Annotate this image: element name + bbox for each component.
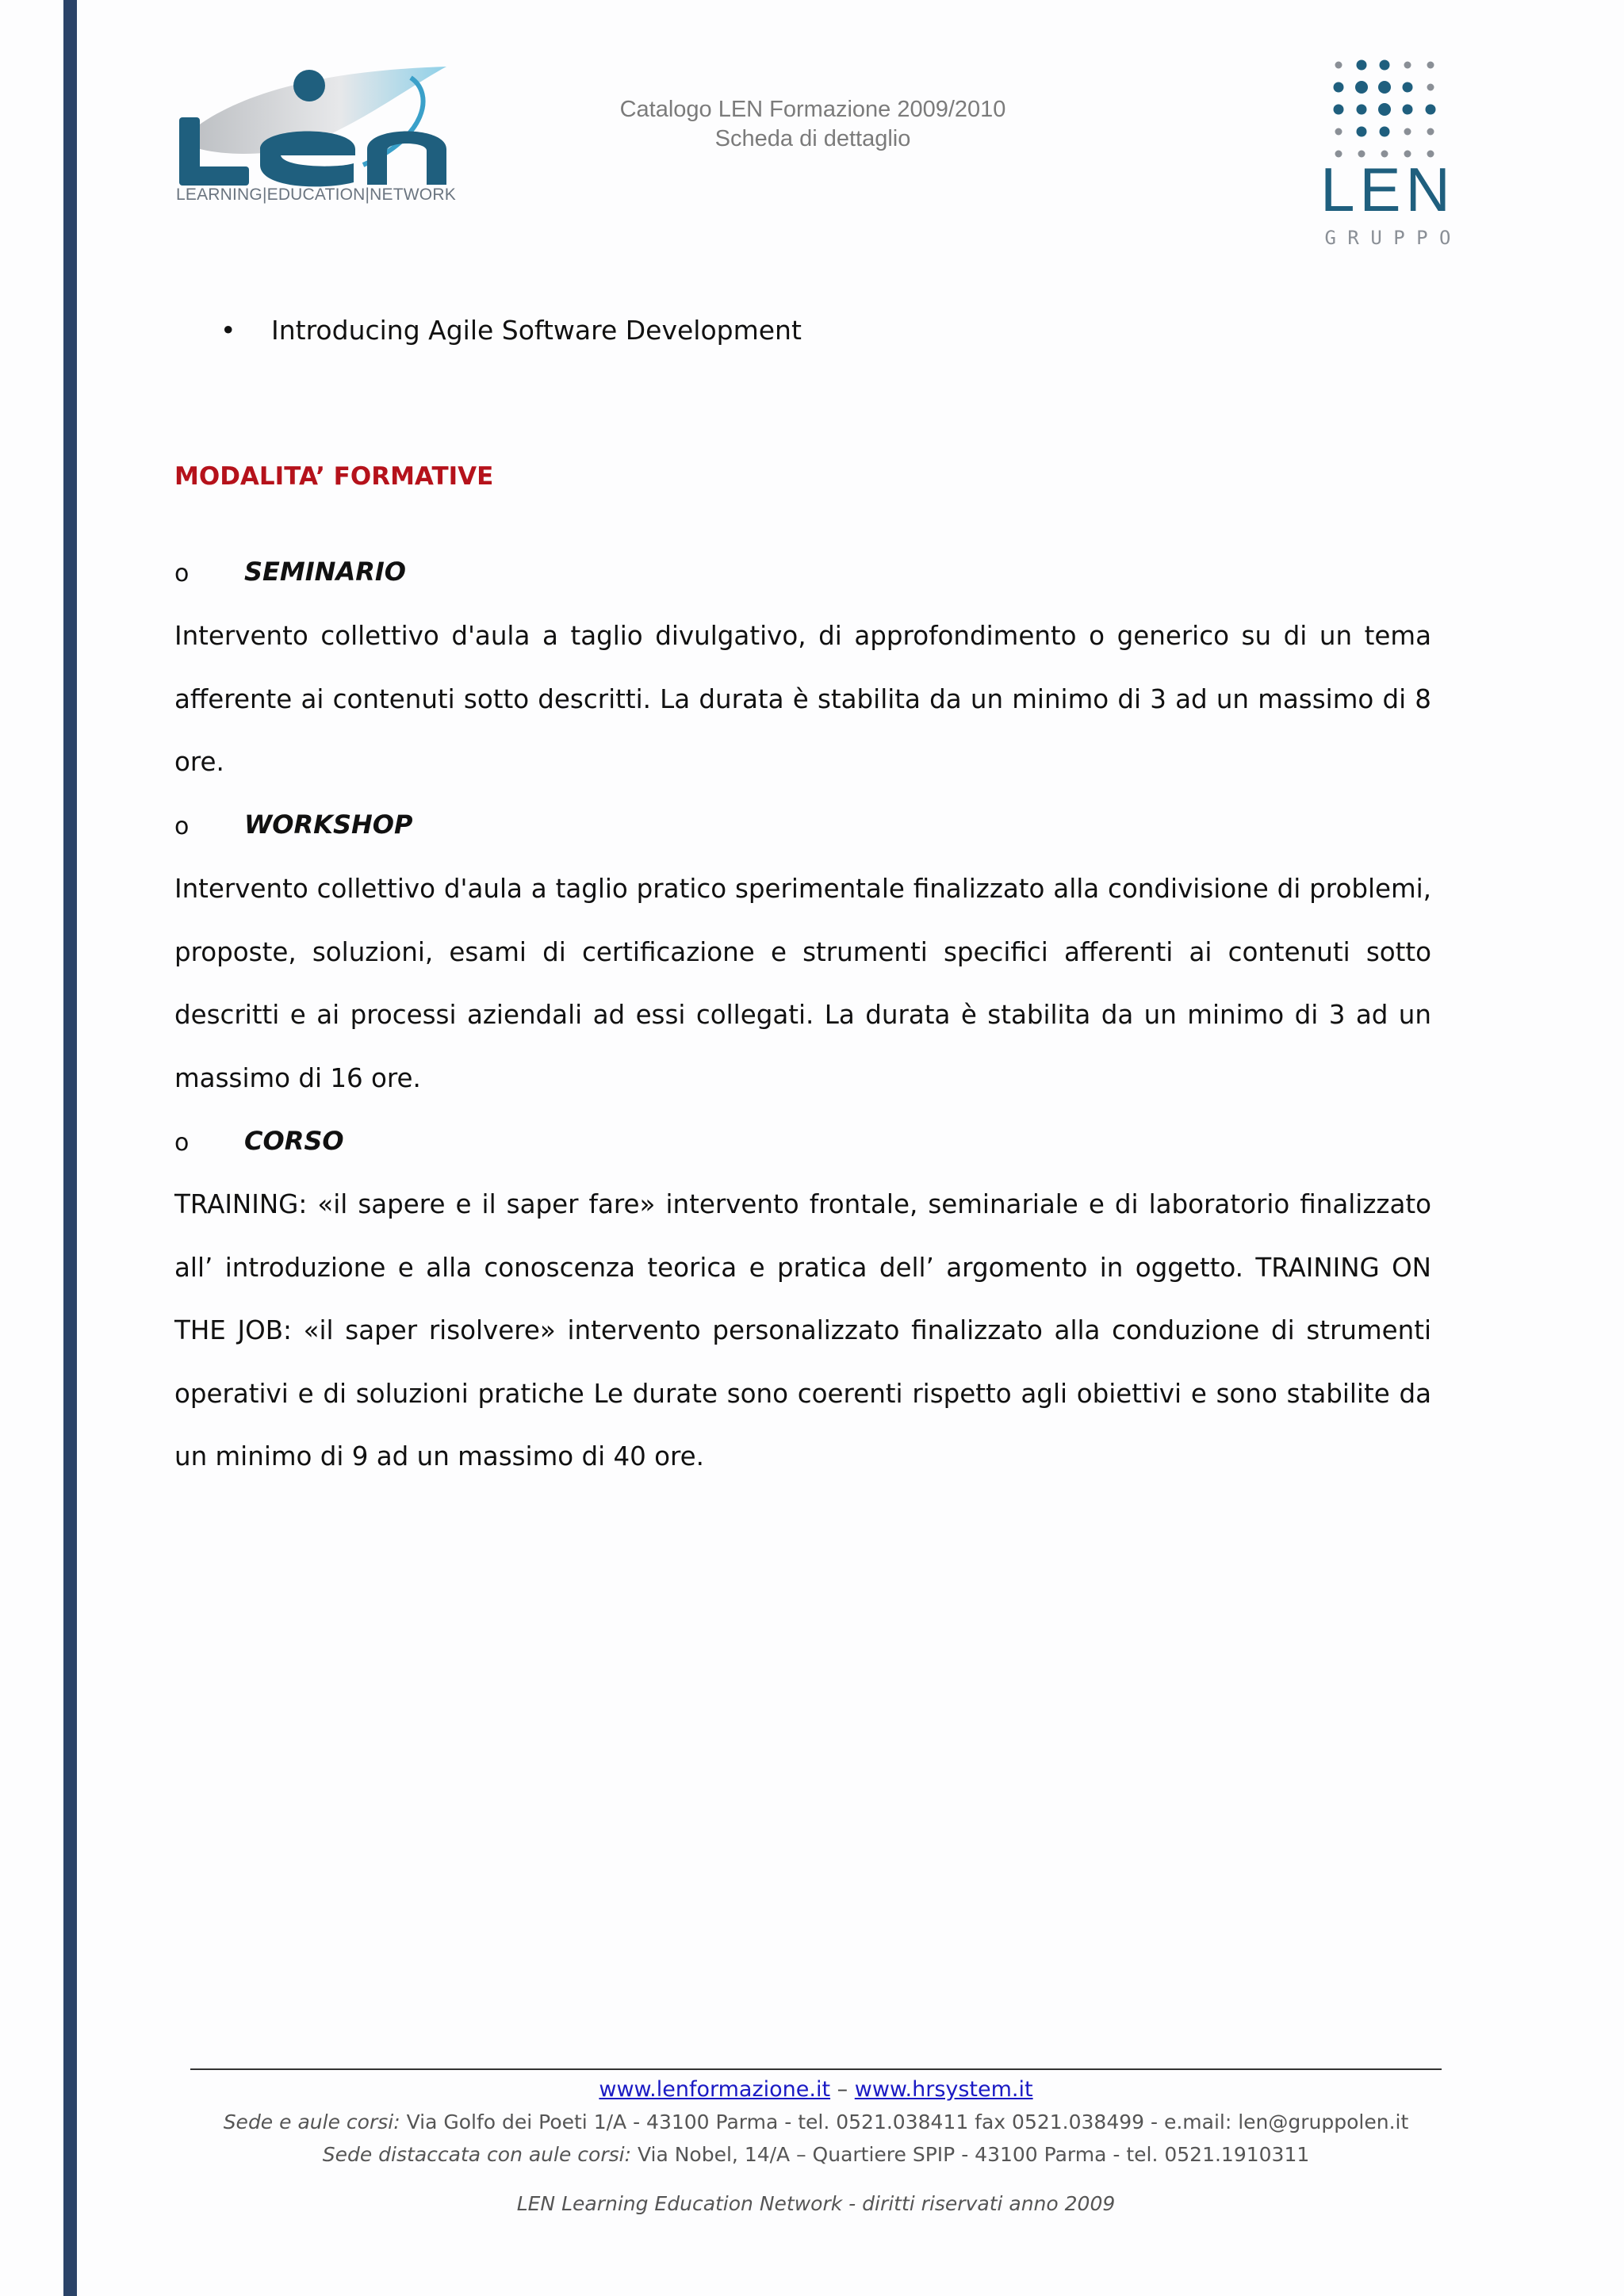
- catalog-subtitle: Scheda di dettaglio: [714, 126, 911, 151]
- logo-dot: [1357, 105, 1367, 115]
- catalog-title: Catalogo LEN Formazione 2009/2010: [619, 97, 1006, 122]
- logo-dot: [1403, 105, 1413, 115]
- len-logo-caption: LEARNING|EDUCATION|NETWORK: [176, 186, 456, 204]
- logo-dot: [1380, 127, 1390, 137]
- seminario-description: Intervento collettivo d'aula a taglio divulgativo, di approfondimento o generico su di un tema afferente ai contenuti sotto descritti. La durata è stabilita da un minimo di 3 ad un massimo di 8 ore.: [174, 621, 1431, 777]
- link-separator: –: [837, 2077, 848, 2102]
- logo-dot: [1378, 81, 1391, 94]
- circle-bullet-icon: o: [174, 813, 190, 840]
- footer-divider: [190, 2068, 1442, 2070]
- logo-dot: [1357, 60, 1367, 71]
- corso-description: TRAINING: «il sapere e il saper fare» intervento frontale, seminariale e di laboratorio finalizzato all’ introduzione e alla conoscenza teorica e pratica dell’ argomento in oggetto. TRAINING ON THE JOB: «il saper risolvere» intervento personalizzato finalizzato alla conduzione di strumenti operativi e di soluzioni pratiche Le durate sono coerenti rispetto agli obiettivi e sono stabilite da un minimo di 9 ad un massimo di 40 ore.: [174, 1189, 1431, 1471]
- gruppo-logo-sub: G R U P P O: [1324, 227, 1451, 249]
- subsection-label: SEMINARIO: [244, 557, 406, 587]
- logo-dot: [1335, 62, 1342, 69]
- workshop-description: Intervento collettivo d'aula a taglio pratico sperimentale finalizzato alla condivisione di problemi, proposte, soluzioni, esami di certificazione e strumenti specifici afferenti ai contenuti sotto descritti e ai processi aziendali ad essi collegati. La durata è stabilita da un minimo di 3 ad un massimo di 16 ore.: [174, 874, 1431, 1093]
- footer-copyright: LEN Learning Education Network - diritti riservati anno 2009: [516, 2192, 1116, 2215]
- footer-sede2-label: Sede distaccata con aule corsi:: [322, 2143, 632, 2166]
- hrsystem-link[interactable]: www.hrsystem.it: [854, 2077, 1033, 2102]
- logo-dot: [1426, 105, 1436, 115]
- logo-dot: [1355, 81, 1368, 94]
- topic-text: Introducing Agile Software Development: [271, 315, 802, 346]
- footer-sede2-text: Via Nobel, 14/A – Quartiere SPIP - 43100 Parma - tel. 0521.1910311: [631, 2143, 1310, 2166]
- logo-dot: [1404, 128, 1411, 136]
- circle-bullet-icon: o: [174, 560, 190, 587]
- logo-dot: [1334, 82, 1344, 93]
- subsection-label: CORSO: [244, 1126, 344, 1156]
- document-header: [555, 95, 1071, 154]
- logo-dot: [1334, 105, 1344, 115]
- gruppo-logo-word: LEN: [1320, 155, 1455, 224]
- footer-sede-label: Sede e aule corsi:: [223, 2110, 400, 2133]
- logo-dot: [1427, 128, 1434, 136]
- subsection-label: WORKSHOP: [244, 809, 413, 840]
- circle-bullet-icon: o: [174, 1129, 190, 1157]
- footer-sede-text: Via Golfo dei Poeti 1/A - 43100 Parma - tel. 0521.038411 fax 0521.038499 - e.mail: len@gruppolen.it: [400, 2110, 1409, 2133]
- logo-dot: [1378, 103, 1391, 116]
- logo-dot: [1380, 60, 1390, 71]
- footer-address-branch: [190, 2139, 1442, 2171]
- footer-links: [190, 2074, 1442, 2106]
- bullet-icon: •: [220, 315, 236, 346]
- section-title: MODALITA’ FORMATIVE: [174, 462, 494, 491]
- logo-dot: [1357, 127, 1367, 137]
- len-gruppo-logo: [1293, 52, 1483, 258]
- footer-address-main: [190, 2107, 1442, 2138]
- logo-dot: [1404, 62, 1411, 69]
- logo-dot: [1427, 84, 1434, 91]
- logo-dot: [1427, 62, 1434, 69]
- logo-dot: [1403, 82, 1413, 93]
- lenformazione-link[interactable]: www.lenformazione.it: [599, 2077, 831, 2102]
- left-border-bar: [63, 0, 77, 2296]
- logo-dot: [1335, 128, 1342, 136]
